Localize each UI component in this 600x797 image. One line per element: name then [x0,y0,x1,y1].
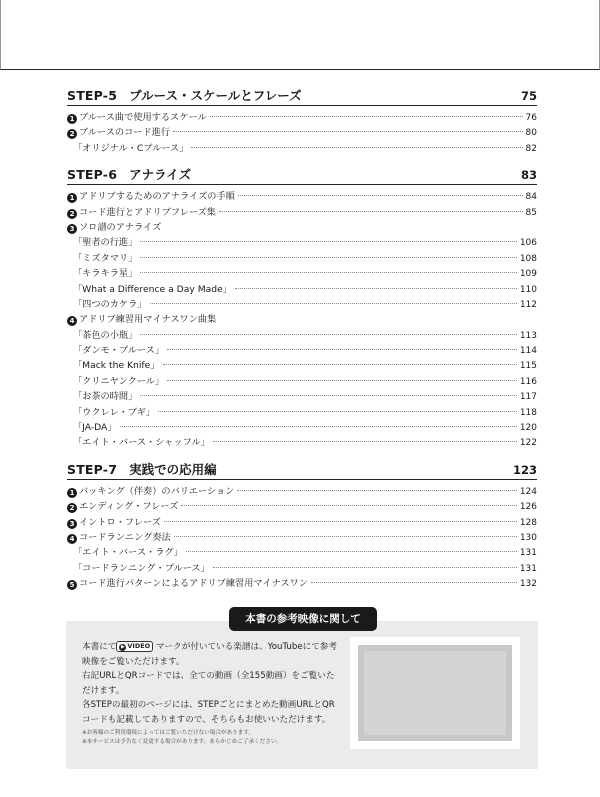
dot-leader [173,131,523,132]
entry-page-number: 131 [519,548,537,559]
dot-leader [237,490,516,491]
entry-label: ソロ譜のアナライズ [79,221,162,233]
entry-label: コードランニング奏法 [79,531,171,543]
entry-page-number: 122 [519,438,537,449]
entry-number-badge: 1 [67,114,77,124]
entry-label: 「ミズタマリ」 [73,252,138,264]
toc-entry[interactable] [67,499,537,514]
entry-label: アドリブ練習用マイナスワン曲集 [79,314,217,326]
reference-para-1: 本書にて ▶ VIDEO マークが付いている楽譜は、YouTubeにて参考映像をご覧いただけます。 [82,642,337,667]
entry-page-number: 113 [519,330,537,341]
toc-entry[interactable] [67,358,537,373]
entry-page-number: 85 [525,207,537,218]
toc-entry[interactable] [67,220,537,235]
toc-entry[interactable] [67,297,537,312]
entry-label: 「コードランニング・ブルース」 [73,562,210,574]
reference-notes [82,729,282,747]
dot-leader [150,303,517,304]
entry-page-number: 112 [519,299,537,310]
toc-section [67,86,537,156]
entry-number-badge: 3 [67,519,77,529]
dot-leader [238,195,523,196]
section-title: アナライズ [129,167,192,183]
section-page-number: 83 [520,168,537,183]
entry-label: 「JA-DA」 [73,422,117,434]
qr-code-frame [350,637,520,749]
entry-number-badge: 2 [67,503,77,513]
dot-leader [213,567,517,568]
entry-label: 「茶色の小瓶」 [73,329,138,341]
entry-page-number: 130 [519,532,537,543]
entry-label: 「聖者の行進」 [73,237,138,249]
entry-page-number: 115 [519,361,537,372]
dot-leader [120,426,517,427]
reference-note-1: ※お客様のご利用環境によってはご覧いただけない場合があります。 [82,730,255,736]
toc-entry[interactable] [67,266,537,281]
entry-page-number: 131 [519,563,537,574]
reference-para-3: 各STEPの最初のページには、STEPごとにまとめた動画URLとQRコードも記載してありますので、そちらもお使いいただけます。 [82,700,335,725]
entry-label: 「クリニヤンクール」 [73,375,165,387]
toc-entry[interactable] [67,545,537,560]
entry-label: 「What a Difference a Day Made」 [73,283,232,295]
entry-number-badge: 3 [67,224,77,234]
dot-leader [235,288,517,289]
section-title: ブルース・スケールとフレーズ [129,88,302,103]
reference-video-text [82,640,340,728]
entry-page-number: 80 [525,128,537,139]
section-title: 実践での応用編 [129,461,217,477]
toc-entry[interactable] [67,235,537,250]
entry-page-number: 116 [519,376,537,387]
toc-entry[interactable] [67,484,537,499]
entry-number-badge: 4 [67,534,77,544]
entry-label: 「エイト・バース・シャッフル」 [73,437,210,449]
reference-video-title: 本書の参考映像に関して [229,607,377,631]
entry-label: イントロ・フレーズ [79,516,161,528]
toc-entry[interactable] [67,328,537,343]
entry-label: 「オリジナル・Cブルース」 [73,142,189,154]
entry-label: 「ウクレレ・ブギ」 [73,406,156,418]
page-header-frame [0,0,600,70]
toc-entry[interactable] [67,141,537,156]
entry-label: 「ダンモ・ブルース」 [73,345,165,357]
entry-label: バッキング（伴奏）のバリエーション [79,485,235,497]
section-heading [67,460,537,480]
entry-number-badge: 1 [67,193,77,203]
step-label: STEP-5 [67,88,118,103]
dot-leader [140,334,517,335]
entry-page-number: 82 [525,143,537,154]
entry-number-badge: 2 [67,129,77,139]
toc-entry[interactable] [67,405,537,420]
toc-entry[interactable] [67,530,537,545]
entry-page-number: 120 [519,423,537,434]
entry-label: エンディング・フレーズ [79,501,179,513]
entry-label: アドリブするためのアナライズの手順 [79,191,235,203]
section-page-number: 75 [520,89,537,103]
entry-label: ブルースのコード進行 [79,127,171,139]
toc-entry[interactable] [67,205,537,220]
video-mark-icon: ▶ VIDEO [116,641,153,652]
entry-page-number: 114 [519,346,537,357]
dot-leader [140,257,517,258]
entry-number-badge: 2 [67,209,77,219]
step-label: STEP-7 [67,461,118,477]
toc-entry[interactable] [67,282,537,297]
dot-leader [167,349,517,350]
entry-label: コード進行とアドリブフレーズ集 [79,206,216,218]
entry-page-number: 126 [519,502,537,513]
dot-leader [158,411,517,412]
entry-label: 「キラキラ星」 [73,268,138,280]
reference-note-2: ※本サービスは予告なく変更する場合があります。あらかじめご了承ください。 [82,739,283,745]
entry-label: 「Mack the Knife」 [73,360,160,372]
toc-entry[interactable] [67,343,537,358]
entry-page-number: 84 [525,192,537,203]
reference-para-2: 右記URLとQRコードでは、全ての動画（全155動画）をご覧いただけます。 [82,671,335,696]
toc-entry[interactable] [67,125,537,140]
toc-section [67,460,537,592]
toc-entry[interactable] [67,561,537,576]
dot-leader [140,241,517,242]
dot-leader [140,395,517,396]
entry-label: コード進行パターンによるアドリブ練習用マイナスワン [79,578,308,590]
dot-leader [140,272,517,273]
toc-entry[interactable] [67,374,537,389]
entry-page-number: 108 [519,253,537,264]
dot-leader [191,147,522,148]
section-heading [67,86,537,106]
entry-page-number: 109 [519,269,537,280]
entry-label: 「お茶の時間」 [73,391,138,403]
dot-leader [163,364,517,365]
dot-leader [186,551,517,552]
toc-entry[interactable] [67,576,537,591]
entry-number-badge: 4 [67,316,77,326]
entry-page-number: 128 [519,517,537,528]
entry-page-number: 117 [519,392,537,403]
entry-number-badge: 1 [67,488,77,498]
dot-leader [210,116,523,117]
dot-leader [219,211,523,212]
dot-leader [164,521,517,522]
entry-page-number: 110 [519,284,537,295]
table-of-contents [67,86,537,601]
entry-page-number: 124 [519,486,537,497]
dot-leader [181,505,516,506]
toc-entry[interactable] [67,435,537,450]
toc-section [67,165,537,451]
toc-entry[interactable] [67,189,537,204]
section-page-number: 123 [512,462,537,477]
entry-label: ブルース曲で使用するスケール [79,112,207,123]
toc-entry[interactable] [67,420,537,435]
entry-page-number: 106 [519,238,537,249]
step-label: STEP-6 [67,167,118,183]
toc-entry[interactable] [67,312,537,327]
entry-page-number: 132 [519,579,537,590]
dot-leader [213,441,517,442]
toc-entry[interactable] [67,251,537,266]
dot-leader [174,536,517,537]
toc-entry[interactable] [67,110,537,125]
qr-code-placeholder [358,645,512,741]
toc-entry[interactable] [67,515,537,530]
section-heading [67,165,537,185]
play-icon: ▶ [120,644,125,650]
entry-page-number: 118 [519,407,537,418]
entry-label: 「四つのカケラ」 [73,298,147,310]
entry-number-badge: 5 [67,580,77,590]
toc-entry[interactable] [67,389,537,404]
entry-label: 「エイト・バース・ラグ」 [73,547,183,559]
dot-leader [311,582,517,583]
dot-leader [167,380,517,381]
entry-page-number: 76 [525,113,537,123]
